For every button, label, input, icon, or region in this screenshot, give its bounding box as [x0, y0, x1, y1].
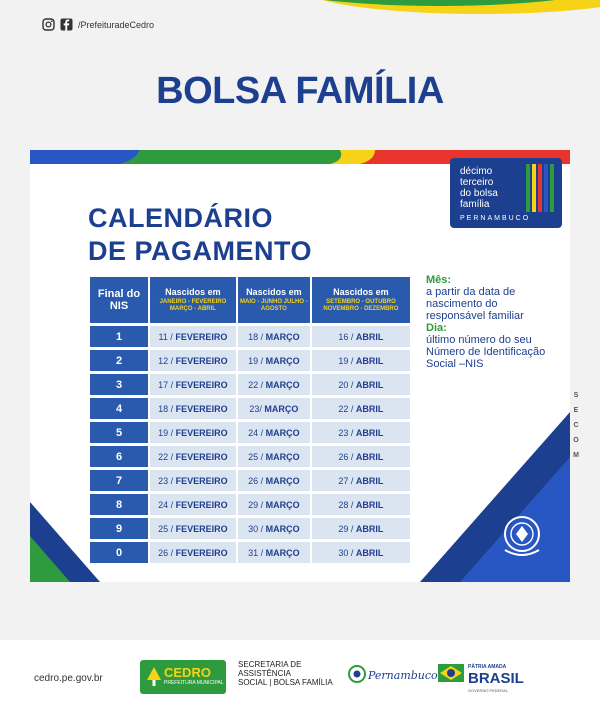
facebook-icon[interactable]: [60, 18, 73, 31]
header-group-3: Nascidos em SETEMBRO - OUTUBRO NOVEMBRO - DEZEMBRO: [312, 277, 410, 323]
header-group-2: Nascidos em MAIO - JUNHO JULHO - AGOSTO: [238, 277, 310, 323]
payment-date-cell: 25 / FEVEREIRO: [150, 518, 236, 539]
table-row: [90, 446, 410, 467]
payment-date-cell: 22 / MARÇO: [238, 374, 310, 395]
table-header-row: [90, 277, 410, 323]
decimo-terceiro-logo: décimo terceiro do bolsa família PERNAMBUCO: [450, 158, 562, 228]
dia-label: Dia:: [426, 322, 447, 334]
payment-date-cell: 18 / FEVEREIRO: [150, 398, 236, 419]
payment-date-cell: 26 / MARÇO: [238, 470, 310, 491]
nis-cell: 9: [90, 518, 148, 539]
nis-cell: 6: [90, 446, 148, 467]
cedro-logo: CEDRO PREFEITURA MUNICIPAL: [140, 660, 226, 694]
nis-cell: 2: [90, 350, 148, 371]
nis-cell: 1: [90, 326, 148, 347]
nis-cell: 8: [90, 494, 148, 515]
payment-date-cell: 20 / ABRIL: [312, 374, 410, 395]
dia-text: último número do seu Número de Identificação Social –NIS: [426, 334, 546, 370]
payment-date-cell: 22 / FEVEREIRO: [150, 446, 236, 467]
payment-date-cell: 31 / MARÇO: [238, 542, 310, 563]
logo-color-bars: [526, 164, 554, 212]
table-row: [90, 470, 410, 491]
social-handle[interactable]: /PrefeituradeCedro: [78, 19, 155, 30]
calendar-title: CALENDÁRIO DE PAGAMENTO: [88, 203, 313, 266]
payment-date-cell: 24 / FEVEREIRO: [150, 494, 236, 515]
payment-date-cell: 11 / FEVEREIRO: [150, 326, 236, 347]
payment-date-cell: 22 / ABRIL: [312, 398, 410, 419]
nis-cell: 7: [90, 470, 148, 491]
table-row: [90, 518, 410, 539]
payment-date-cell: 26 / FEVEREIRO: [150, 542, 236, 563]
brasil-logo: PÁTRIA AMADA BRASIL GOVERNO FEDERAL: [438, 664, 464, 687]
secretaria-logo: SECRETARIA DE ASSISTÊNCIA SOCIAL | BOLSA FAMÍLIA: [238, 660, 333, 687]
table-row: [90, 494, 410, 515]
page-headline: BOLSA FAMÍLIA: [156, 70, 444, 112]
payment-date-cell: 17 / FEVEREIRO: [150, 374, 236, 395]
payment-date-cell: 23 / ABRIL: [312, 422, 410, 443]
instagram-icon[interactable]: [42, 18, 55, 31]
payment-date-cell: 23/ MARÇO: [238, 398, 310, 419]
mes-text: a partir da data de nascimento do responsável familiar: [426, 286, 524, 322]
nis-cell: 4: [90, 398, 148, 419]
payment-date-cell: 19 / MARÇO: [238, 350, 310, 371]
table-row: [90, 542, 410, 563]
mes-label: Mês:: [426, 274, 452, 286]
payment-date-cell: 18 / MARÇO: [238, 326, 310, 347]
payment-date-cell: 29 / ABRIL: [312, 518, 410, 539]
website-link[interactable]: cedro.pe.gov.br: [34, 673, 103, 684]
table-row: [90, 398, 410, 419]
calendar-info: [426, 274, 546, 370]
pernambuco-logo-text: Pernambuco: [368, 669, 438, 682]
brazil-flag-icon: [438, 664, 464, 682]
nis-cell: 5: [90, 422, 148, 443]
payment-date-cell: 25 / MARÇO: [238, 446, 310, 467]
payment-date-cell: 19 / FEVEREIRO: [150, 422, 236, 443]
secom-side-text: S E C O M: [573, 392, 579, 459]
header-final-nis: Final do NIS: [90, 277, 148, 323]
payment-date-cell: 28 / ABRIL: [312, 494, 410, 515]
payment-date-cell: 30 / ABRIL: [312, 542, 410, 563]
pernambuco-seal-icon: [500, 510, 544, 560]
payment-date-cell: 27 / ABRIL: [312, 470, 410, 491]
payment-date-cell: 23 / FEVEREIRO: [150, 470, 236, 491]
tree-icon: [146, 666, 162, 688]
payment-date-cell: 30 / MARÇO: [238, 518, 310, 539]
social-handles: [42, 18, 154, 31]
payment-date-cell: 29 / MARÇO: [238, 494, 310, 515]
nis-cell: 0: [90, 542, 148, 563]
nis-cell: 3: [90, 374, 148, 395]
footer-logos: [0, 640, 600, 720]
payment-calendar-card: [30, 150, 570, 582]
header-group-1: Nascidos em JANEIRO - FEVEREIRO MARÇO - ABRIL: [150, 277, 236, 323]
table-row: [90, 374, 410, 395]
table-row: [90, 326, 410, 347]
payment-date-cell: 24 / MARÇO: [238, 422, 310, 443]
payment-date-cell: 12 / FEVEREIRO: [150, 350, 236, 371]
table-row: [90, 350, 410, 371]
pernambuco-flag-icon: [348, 664, 366, 684]
payment-date-cell: 16 / ABRIL: [312, 326, 410, 347]
payment-table: [88, 274, 412, 566]
payment-date-cell: 26 / ABRIL: [312, 446, 410, 467]
payment-date-cell: 19 / ABRIL: [312, 350, 410, 371]
table-row: [90, 422, 410, 443]
